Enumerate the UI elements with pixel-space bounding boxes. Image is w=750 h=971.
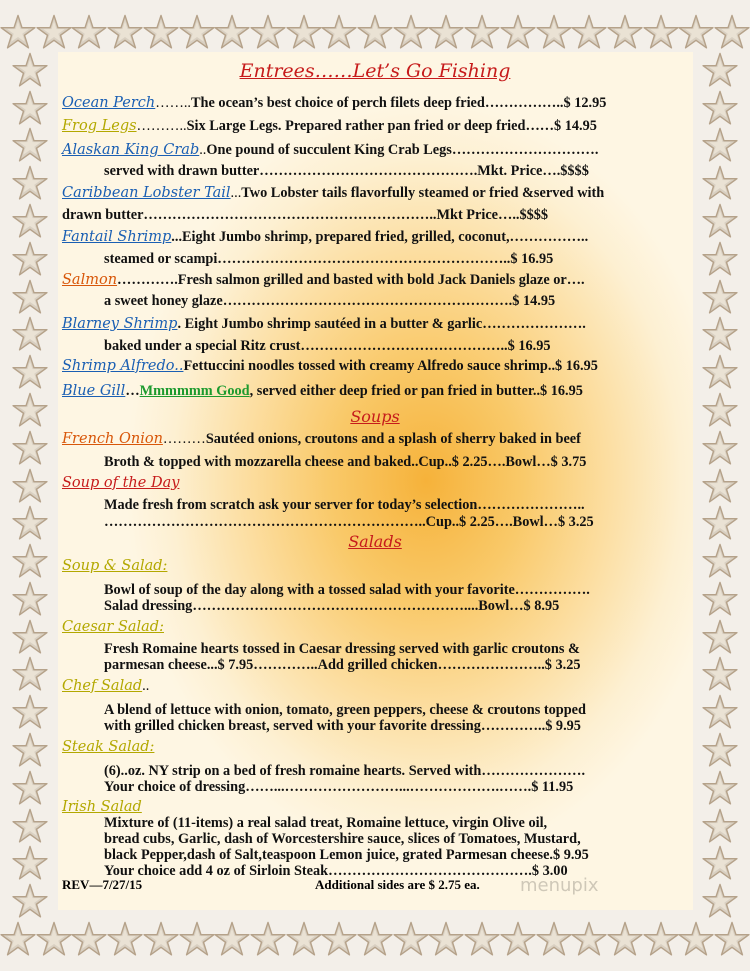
star-icon [71, 14, 107, 50]
item-name: Shrimp Alfredo.. [62, 358, 184, 374]
star-icon [12, 241, 48, 277]
star-icon [678, 14, 714, 50]
star-icon [428, 14, 464, 50]
star-icon [702, 165, 738, 201]
menu-item-cont: a sweet honey glaze…………………………………………………….$ 14.95 [104, 293, 556, 309]
star-icon [12, 354, 48, 390]
star-icon [321, 14, 357, 50]
star-icon [214, 921, 250, 957]
item-name: Blue Gill [62, 383, 126, 399]
star-icon [250, 14, 286, 50]
star-icon [702, 316, 738, 352]
star-icon [500, 921, 536, 957]
star-icon [71, 921, 107, 957]
menu-item: French Onion………Sautéed onions, croutons and a splash of sherry baked in beef [62, 431, 581, 447]
menu-item [62, 738, 154, 756]
menu-item-cont: black Pepper,dash of Salt,teaspoon Lemon juice, grated Parmesan cheese.$ 9.95 [104, 847, 589, 863]
star-icon [12, 581, 48, 617]
star-icon [12, 732, 48, 768]
star-icon [12, 468, 48, 504]
star-icon [143, 921, 179, 957]
star-icon [179, 921, 215, 957]
salads-heading: Salads [348, 532, 402, 551]
star-icon [500, 14, 536, 50]
menu-item [62, 618, 164, 636]
star-icon [286, 921, 322, 957]
additional-sides-note: Additional sides are $ 2.75 ea. [315, 877, 480, 892]
star-icon [214, 14, 250, 50]
star-icon [702, 808, 738, 844]
menu-item [62, 474, 179, 492]
star-icon [678, 921, 714, 957]
menu-item-cont: bread cubs, Garlic, dash of Worcestershire sauce, slices of Tomatoes, Mustard, [104, 831, 581, 847]
menu-item: Ocean Perch……..The ocean’s best choice of perch filets deep fried……………..$ 12.95 [62, 95, 607, 111]
star-icon [607, 14, 643, 50]
item-name: Irish Salad [62, 799, 142, 815]
star-icon [702, 883, 738, 919]
menu-item: Frog Legs………..Six Large Legs. Prepared rather pan fried or deep fried……$ 14.95 [62, 118, 597, 134]
menu-item-cont: Bowl of soup of the day along with a tossed salad with your favorite……………. [104, 582, 590, 598]
menu-item-cont: Your choice of dressing……...……………………...……………….…….$ 11.95 [104, 779, 574, 795]
star-icon [393, 921, 429, 957]
menu-item-cont: steamed or scampi……………………………………………………..$ 16.95 [104, 251, 554, 267]
item-name: Fantail Shrimp [62, 229, 172, 245]
watermark: menupix [520, 875, 599, 896]
menu-item-cont: A blend of lettuce with onion, tomato, green peppers, cheese & croutons topped [104, 702, 586, 718]
star-icon [357, 14, 393, 50]
item-name: Alaskan King Crab [62, 142, 200, 158]
star-icon [393, 14, 429, 50]
star-icon [643, 14, 679, 50]
item-name: Ocean Perch [62, 95, 156, 111]
star-icon [321, 921, 357, 957]
item-name: Frog Legs [62, 118, 137, 134]
star-icon [702, 468, 738, 504]
star-icon [0, 14, 36, 50]
item-name: French Onion [62, 431, 163, 447]
menu-item-cont: parmesan cheese...$ 7.95…………..Add grilled chicken…………………..$ 3.25 [104, 657, 581, 673]
star-icon [702, 354, 738, 390]
menu-item: Caribbean Lobster Tail...Two Lobster tails flavorfully steamed or fried &served with [62, 185, 605, 201]
star-icon [702, 732, 738, 768]
menu-item: Blue Gill…Mmmmmm Good, served either deep fried or pan fried in butter..$ 16.95 [62, 383, 583, 399]
star-icon [536, 14, 572, 50]
soups-heading: Soups [350, 407, 400, 426]
star-icon [0, 921, 36, 957]
menu-item-cont: …………………………………………………………..Cup..$ 2.25….Bowl…$ 3.25 [104, 514, 594, 530]
star-icon [12, 845, 48, 881]
star-icon [702, 430, 738, 466]
star-icon [714, 921, 750, 957]
item-name: Blarney Shrimp [62, 316, 178, 332]
item-name: Steak Salad: [62, 739, 155, 755]
menu-item-cont: with grilled chicken breast, served with your favorite dressing…………..$ 9.95 [104, 718, 581, 734]
star-icon [12, 694, 48, 730]
item-name: Chef Salad [62, 678, 143, 694]
star-icon [12, 279, 48, 315]
star-icon [12, 619, 48, 655]
star-icon [702, 90, 738, 126]
star-icon [702, 694, 738, 730]
menu-item: Salmon………….Fresh salmon grilled and basted with bold Jack Daniels glaze or…. [62, 272, 585, 288]
menu-item: Blarney Shrimp. Eight Jumbo shrimp sautéed in a butter & garlic…………………. [62, 316, 586, 332]
star-icon [643, 921, 679, 957]
star-icon [12, 203, 48, 239]
star-icon [607, 921, 643, 957]
menu-item-cont: Broth & topped with mozzarella cheese and baked..Cup..$ 2.25….Bowl…$ 3.75 [104, 454, 587, 470]
menu-item: Alaskan King Crab..One pound of succulent King Crab Legs…………………………. [62, 142, 599, 158]
star-icon [357, 921, 393, 957]
star-icon [250, 921, 286, 957]
star-icon [571, 14, 607, 50]
star-icon [12, 127, 48, 163]
star-icon [702, 127, 738, 163]
menu-item-cont: Made fresh from scratch ask your server for today’s selection………………….. [104, 497, 585, 513]
menu-item: Chef Salad.. [62, 678, 150, 694]
entrees-heading: Entrees……Let’s Go Fishing [239, 60, 511, 82]
star-icon [12, 883, 48, 919]
star-icon [464, 921, 500, 957]
menu-item-cont: Your choice add 4 oz of Sirloin Steak…………………………………….$ 3.00 [104, 863, 568, 879]
star-icon [714, 14, 750, 50]
star-icon [12, 808, 48, 844]
revision-date: REV—7/27/15 [62, 877, 143, 892]
star-icon [702, 770, 738, 806]
menu-item-cont: Fresh Romaine hearts tossed in Caesar dressing served with garlic croutons & [104, 641, 580, 657]
menu-item-cont: Mixture of (11-items) a real salad treat, Romaine lettuce, virgin Olive oil, [104, 815, 548, 831]
item-name: Caesar Salad: [62, 619, 164, 635]
star-icon [12, 165, 48, 201]
menu-item: Shrimp Alfredo..Fettuccini noodles tossed with creamy Alfredo sauce shrimp..$ 16.95 [62, 358, 598, 374]
star-icon [107, 14, 143, 50]
menu-item-cont: served with drawn butter……………………………………….Mkt. Price….$$$$ [104, 163, 589, 179]
star-icon [36, 921, 72, 957]
star-icon [12, 316, 48, 352]
star-icon [12, 90, 48, 126]
star-icon [179, 14, 215, 50]
star-icon [702, 656, 738, 692]
star-icon [36, 14, 72, 50]
item-name: Caribbean Lobster Tail [62, 185, 231, 201]
item-name: Soup of the Day [62, 475, 180, 491]
menu-item-cont: drawn butter……………………………………………………..Mkt Price…..$$$$ [62, 207, 549, 223]
item-name: Salmon [62, 272, 118, 288]
star-icon [702, 241, 738, 277]
menu-item-cont: (6)..oz. NY strip on a bed of fresh romaine hearts. Served with…………………. [104, 763, 586, 779]
star-icon [464, 14, 500, 50]
star-icon [12, 430, 48, 466]
menu-item-cont: Salad dressing…………………………………………………....Bowl…$ 8.95 [104, 598, 560, 614]
star-icon [286, 14, 322, 50]
star-icon [702, 619, 738, 655]
menu-item: Fantail Shrimp...Eight Jumbo shrimp, prepared fried, grilled, coconut,…………….. [62, 229, 589, 245]
star-icon [702, 581, 738, 617]
highlight-text: Mmmmmm Good [139, 383, 250, 399]
star-icon [702, 279, 738, 315]
star-icon [12, 656, 48, 692]
star-icon [143, 14, 179, 50]
star-icon [107, 921, 143, 957]
item-name: Soup & Salad: [62, 558, 168, 574]
star-icon [702, 203, 738, 239]
star-icon [428, 921, 464, 957]
menu-item [62, 557, 167, 575]
star-icon [702, 845, 738, 881]
star-icon [536, 921, 572, 957]
menu-item-cont: baked under a special Ritz crust……………………………………..$ 16.95 [104, 338, 551, 354]
star-icon [571, 921, 607, 957]
star-icon [12, 770, 48, 806]
